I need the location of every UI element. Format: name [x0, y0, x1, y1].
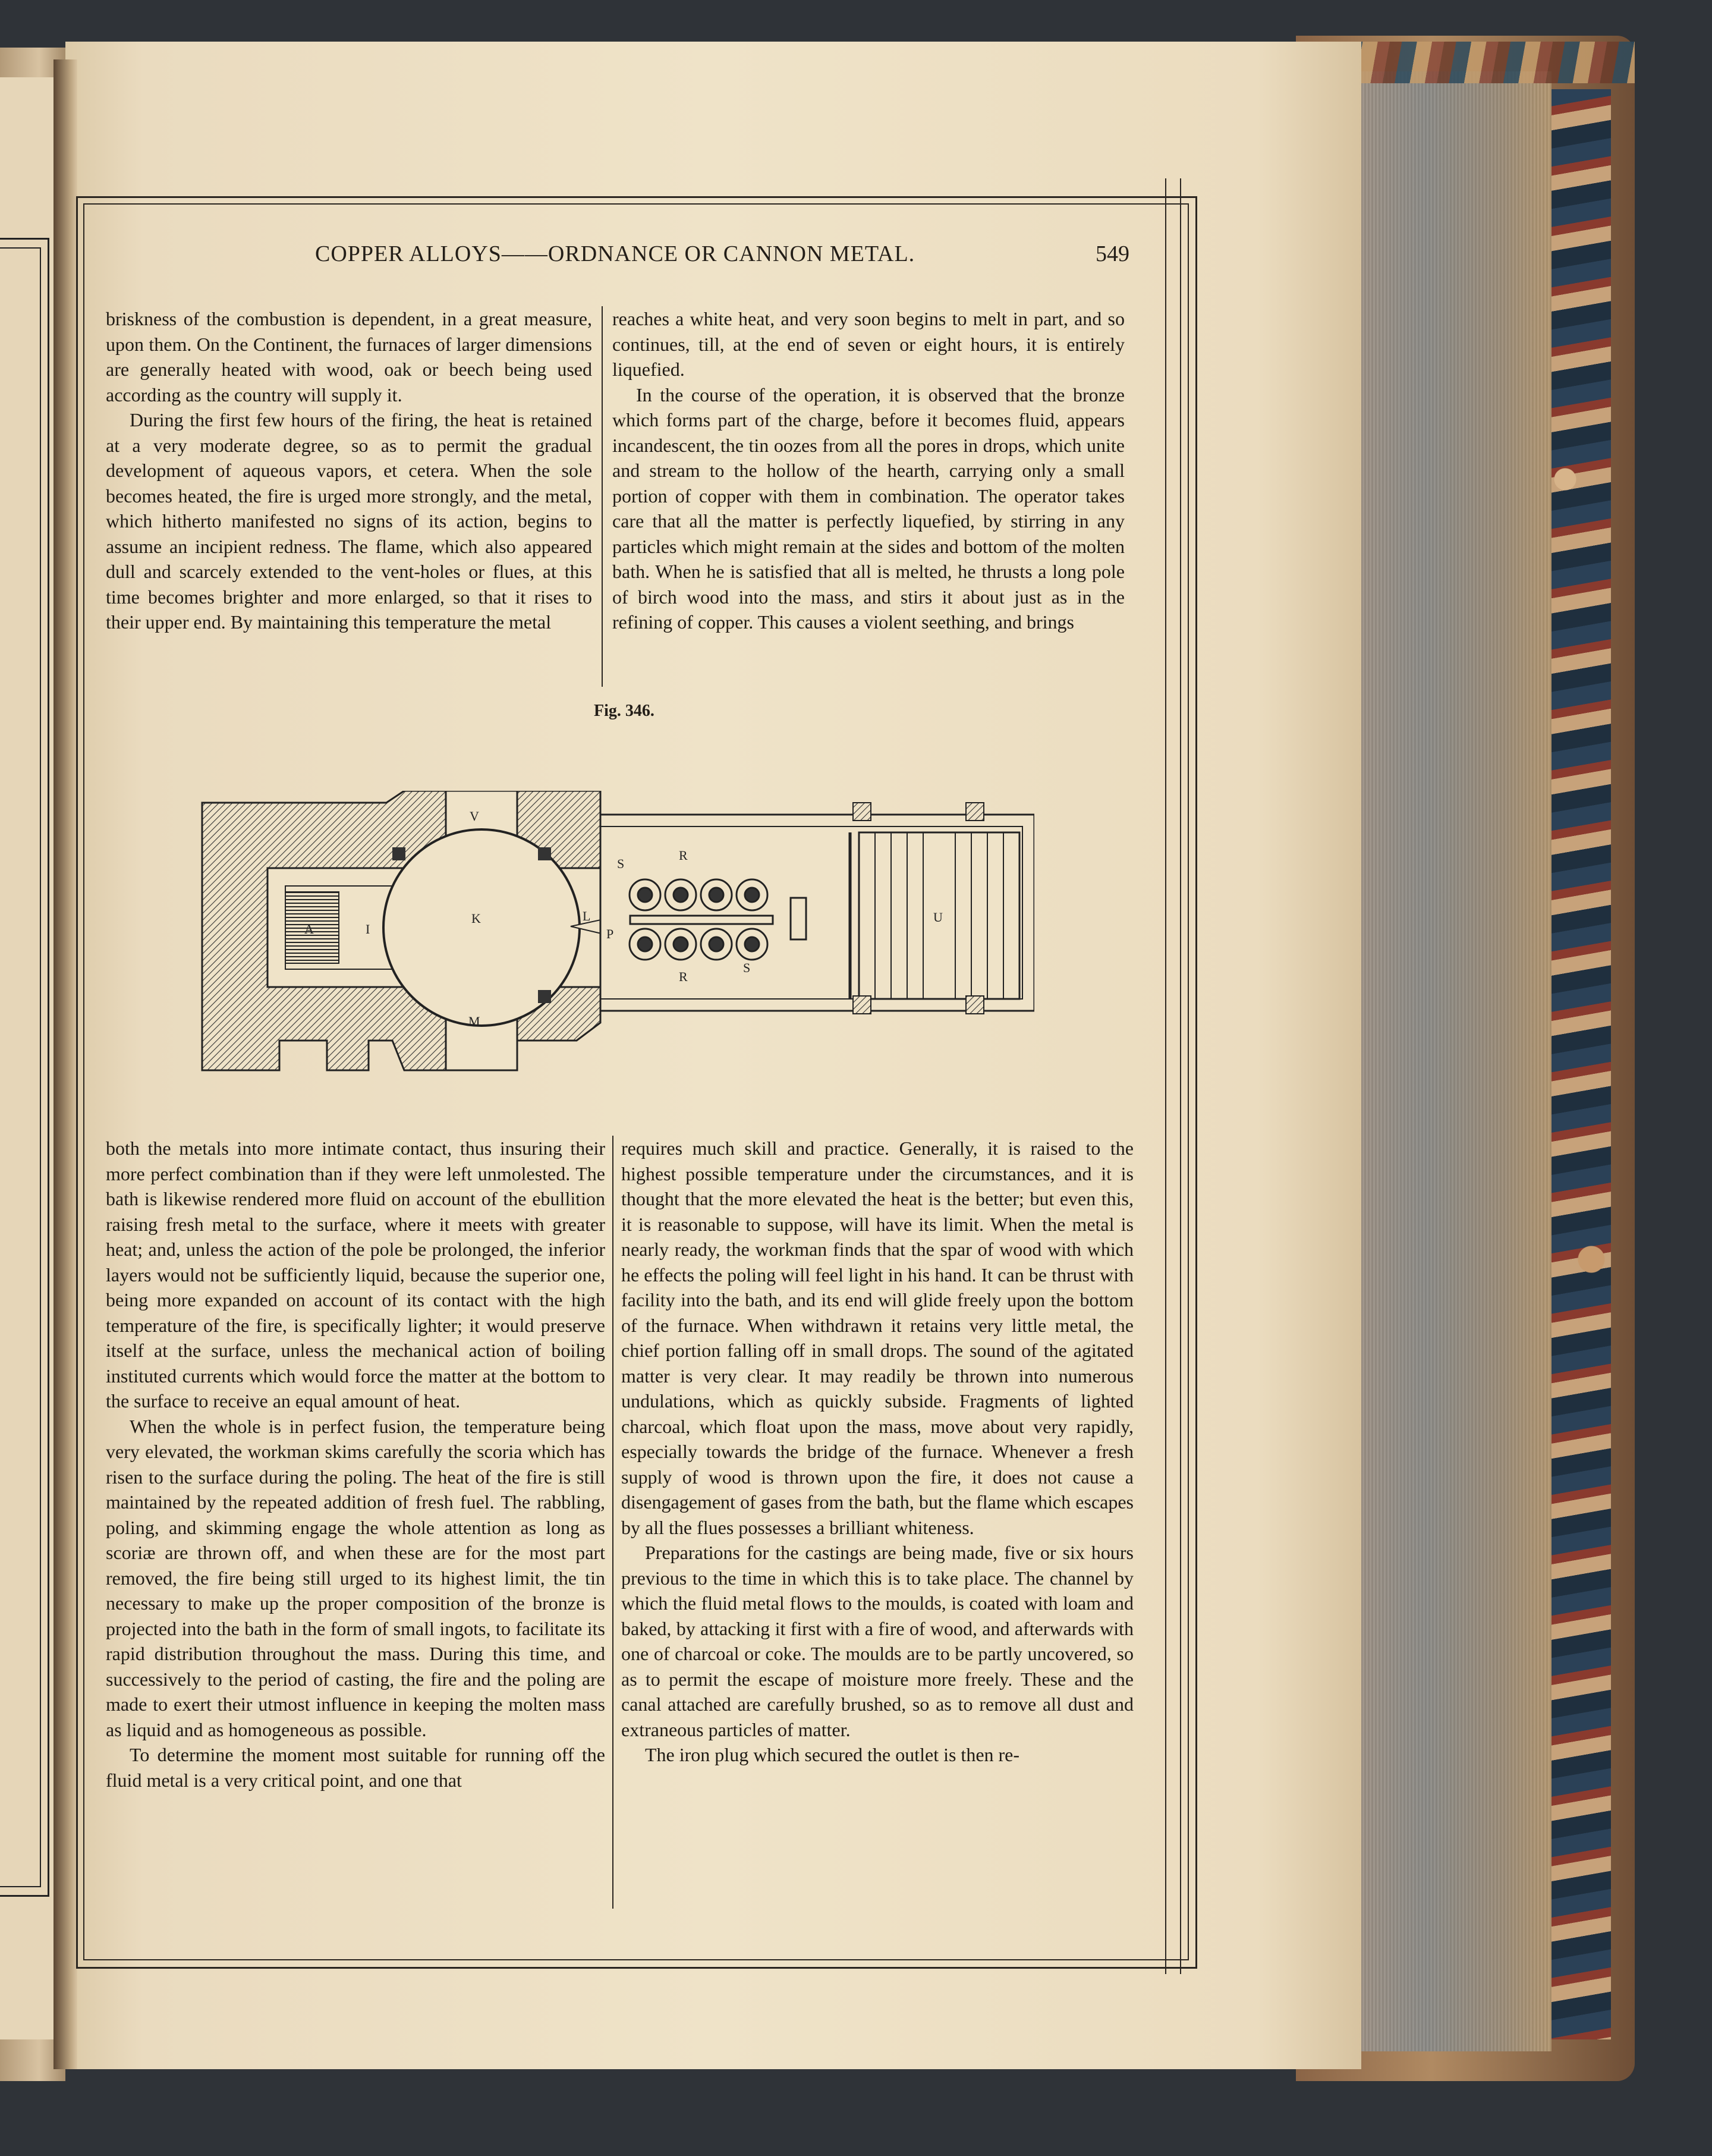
- label-K: K: [471, 911, 481, 926]
- paragraph: Preparations for the castings are being made, five or six hours previous to the time in which this is to take place. The channel by which the fluid metal flows to the moulds, is coated with loam and baked, by attacking it first with a fire of wood, and afterwards with one of charcoal or coke. The moulds are to be partly uncovered, so as to permit the escape of moisture more freely. These and the canal attached are carefully brushed, so as to remove all dust and extraneous particles of matter.: [621, 1542, 1134, 1740]
- column-divider: [602, 306, 603, 687]
- figure-caption: Fig. 346.: [594, 702, 654, 720]
- header-title: COPPER ALLOYS——ORDNANCE OR CANNON METAL.: [315, 241, 915, 266]
- column-bottom-left: [106, 1136, 605, 1793]
- label-P: P: [606, 926, 614, 941]
- label-R-bottom: R: [679, 969, 688, 984]
- column-top-right: [612, 306, 1125, 635]
- paragraph: In the course of the operation, it is observed that the bronze which forms part of the charge, before it becomes fluid, appears incandescent, the tin oozes from all the pores in drops, which unite and stream to the hollow of the hearth, carrying only a small portion of copper with them in combination. The operator takes care that all the matter is perfectly liquefied, by stirring in any particles which might remain at the sides and bottom of the molten bath. When he is satisfied that all is melted, he thrusts a long pole of birch wood into the mass, and stirs it about just as in the refining of copper. This causes a violent seething, and brings: [612, 384, 1125, 633]
- page-number: 549: [1096, 241, 1129, 266]
- paragraph: requires much skill and practice. Generally, it is raised to the highest possible temperature under the circumstances, and it is thought that the more elevated the heat is the better; but even this, it is reasonable to suppose, will have its limit. When the metal is nearly ready, the workman finds that the spar of wood with which he effects the poling will feel light in his hand. It can be thrust with facility into the bath, and its end will glide freely upon the bottom of the furnace. When withdrawn it retains very little metal, the chief portion falling off in small drops. The sound of the agitated matter is very clear. It may readily be thrown into numerous undulations, which as quickly subside. Fragments of lighted charcoal, which float upon the mass, move about very rapidly, especially towards the bridge of the furnace. Whenever a fresh supply of wood is thrown upon the fire, it does not cause a disengagement of gases from the bath, but the flame which escapes by all the flues possesses a brilliant whiteness.: [621, 1137, 1134, 1538]
- label-M: M: [468, 1014, 480, 1029]
- paragraph: both the metals into more intimate contact, thus insuring their more perfect combination than if they were left unmolested. The bath is likewise rendered more fluid on account of the ebullition raising fresh metal to the surface, where it meets with greater heat; and, unless the action of the pole be prolonged, the inferior layers would not be sufficiently liquid, because the superior one, being more expanded on account of its contact with the high temperature of the fire, is specifically lighter; it would preserve itself at the surface, unless the mechanical action of boiling instituted currents which would force the matter at the bottom to the surface to receive an equal amount of heat.: [106, 1137, 605, 1412]
- label-S-bottom: S: [743, 960, 751, 975]
- label-S-top: S: [617, 856, 625, 871]
- paragraph: The iron plug which secured the outlet is then re-: [645, 1744, 1020, 1765]
- column-divider: [612, 1136, 613, 1909]
- label-I: I: [366, 922, 370, 936]
- gutter: [54, 59, 77, 2069]
- frame-rule: [1180, 178, 1181, 1974]
- column-top-left: [106, 306, 592, 635]
- paragraph: To determine the moment most suitable for running off the fluid metal is a very critical point, and one that: [106, 1744, 605, 1791]
- label-R-top: R: [679, 848, 688, 863]
- paragraph: briskness of the combustion is dependent, in a great measure, upon them. On the Continent, the furnaces of larger dimensions are generally heated with wood, oak or beech being used according as the country will supply it.: [106, 308, 592, 406]
- left-page-edge: [0, 77, 58, 2039]
- label-U: U: [933, 910, 943, 925]
- label-L: L: [583, 909, 591, 923]
- marbled-endpaper: [1546, 89, 1611, 2039]
- furnace-plan-drawing: [190, 791, 1034, 1082]
- furnace-plan-figure: [190, 791, 1034, 1082]
- paragraph: reaches a white heat, and very soon begins to melt in part, and so continues, till, at the end of seven or eight hours, it is entirely liquefied.: [612, 308, 1125, 380]
- paragraph: When the whole is in perfect fusion, the temperature being very elevated, the workman skims carefully the scoria which has risen to the surface during the poling. The heat of the fire is still maintained by the repeated addition of fresh fuel. The rabbling, poling, and skimming engage the whole attention as long as scoriæ are thrown off, and when these are for the most part removed, the fire being still urged to its highest limit, the tin necessary to make up the proper composition of the bronze is projected into the bath in the form of small ingots, to facilitate its rapid distribution throughout the mass. During this time, and successively to the period of casting, the fire and the poling are made to exert their utmost influence in keeping the molten mass as liquid and as homogeneous as possible.: [106, 1415, 605, 1740]
- running-header: [89, 241, 1129, 276]
- column-bottom-right: [621, 1136, 1134, 1768]
- frame-rule: [1165, 178, 1166, 1974]
- label-V: V: [470, 809, 479, 824]
- label-A: A: [304, 922, 314, 936]
- paragraph: During the first few hours of the firing, the heat is retained at a very moderate degree, so as to permit the gradual development of aqueous vapors, et cetera. When the sole becomes heated, the fire is urged more strongly, and the metal, which hitherto manifested no signs of its action, begins to assume an incipient redness. The flame, which also appeared dull and scarcely extended to the vent-holes or flues, at this time becomes brighter and more enlarged, so that it rises to their upper end. By maintaining this temperature the metal: [106, 409, 592, 633]
